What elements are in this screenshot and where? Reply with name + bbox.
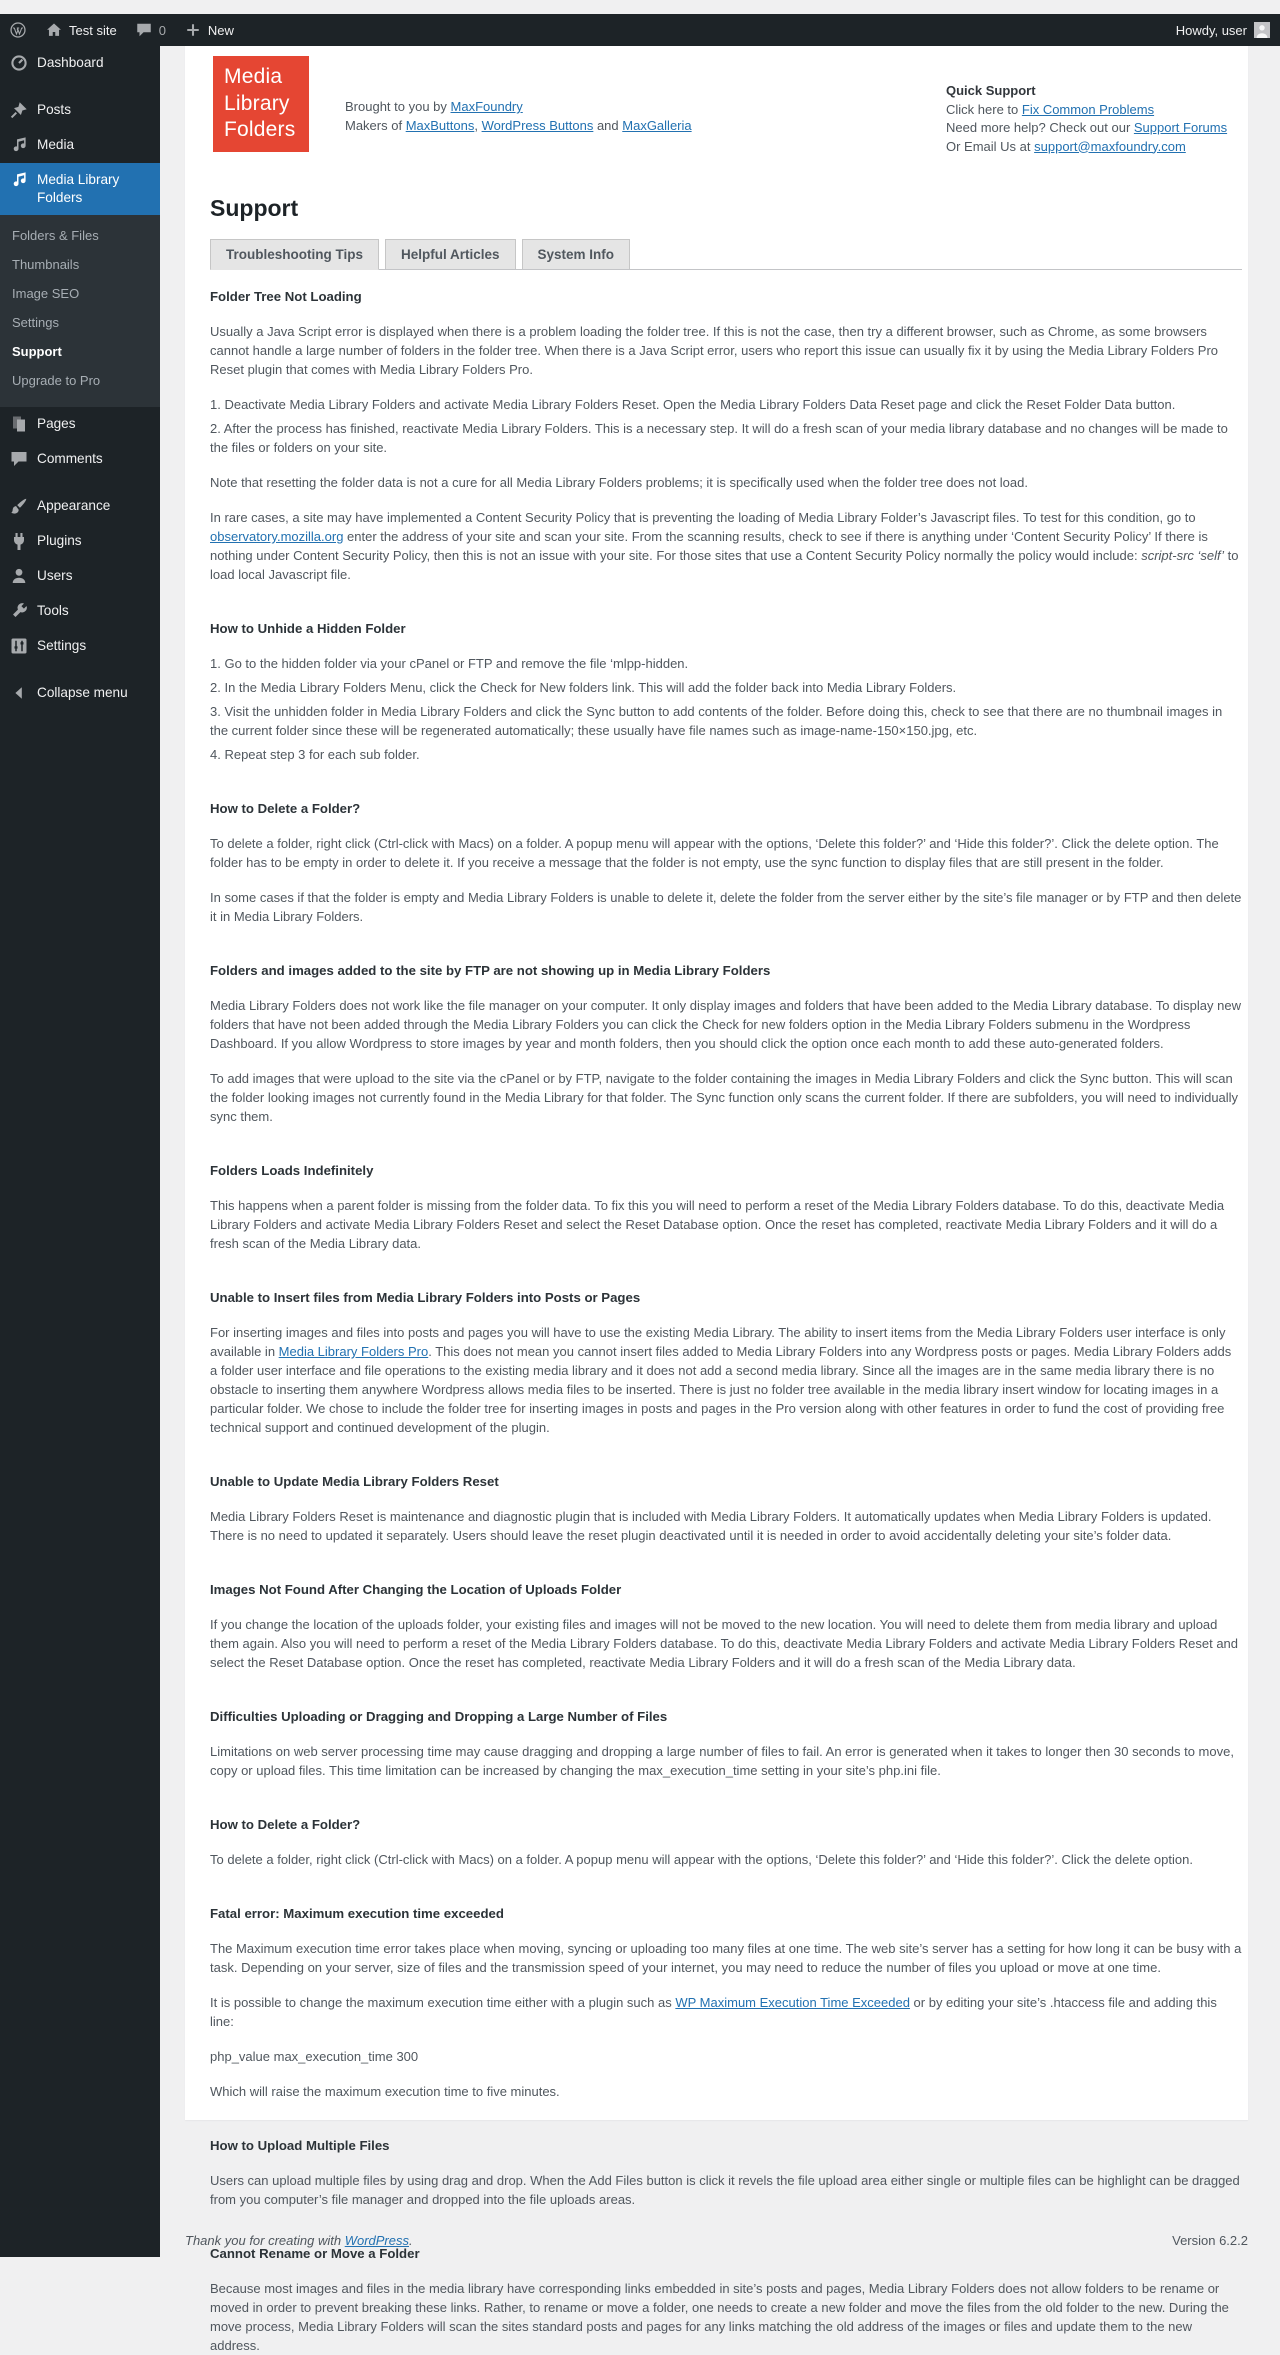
text: and bbox=[593, 118, 623, 133]
sidebar-item-plugins[interactable] bbox=[0, 524, 160, 559]
text: to load local Javascript file. bbox=[210, 548, 1239, 582]
comments-button[interactable] bbox=[126, 14, 175, 46]
text: 1. Go to the hidden folder via your cPanel or FTP and remove the file ‘mlpp-hidden. bbox=[210, 656, 689, 671]
tab-system-info[interactable]: System Info bbox=[522, 239, 631, 269]
section-paragraph bbox=[210, 2171, 1242, 2209]
text: 2. After the process has finished, reactivate Media Library Folders. This is a necessary step. It will do a fresh scan of your media library database and no changes will be made to the files or folders on your site. bbox=[210, 421, 1228, 455]
submenu-item-support[interactable]: Support bbox=[12, 344, 62, 359]
sidebar-submenu bbox=[0, 215, 160, 407]
new-content-button[interactable] bbox=[175, 14, 243, 46]
text: In some cases if that the folder is empty and Media Library Folders is unable to delete it, delete the folder from the server either by the site’s file manager or by FTP and then delete it in Media Library Folders. bbox=[210, 890, 1242, 924]
text-link[interactable]: WordPress Buttons bbox=[481, 118, 594, 133]
logo-line: Library bbox=[224, 91, 290, 115]
submenu-item-image-seo[interactable]: Image SEO bbox=[12, 286, 80, 301]
wordpress-logo-icon bbox=[9, 21, 27, 39]
comments-icon bbox=[9, 449, 29, 469]
text: Which will raise the maximum execution time to five minutes. bbox=[210, 2084, 560, 2099]
sidebar-item-dashboard[interactable] bbox=[0, 46, 160, 81]
dashboard-icon bbox=[9, 53, 29, 73]
page-title: Support bbox=[210, 195, 299, 221]
text-link[interactable]: WordPress bbox=[344, 2233, 409, 2248]
section-paragraph bbox=[210, 996, 1242, 1053]
text: , bbox=[474, 118, 482, 133]
text-link[interactable]: WP Maximum Execution Time Exceeded bbox=[675, 1995, 910, 2010]
section-heading: How to Upload Multiple Files bbox=[210, 2138, 390, 2153]
quick-support-line bbox=[946, 138, 1242, 157]
section-paragraph bbox=[210, 702, 1242, 740]
text: Usually a Java Script error is displayed when there is a problem loading the folder tree. If this is not the case, then try a different browser, such as Chrome, as some browsers cannot handle a large number of folders in the folder tree. When there is a Java Script error, users who report this issue can usually fix it by using the Media Library Folders Pro Reset plugin that comes with Media Library Folders Pro. bbox=[210, 324, 1219, 377]
byline-brought bbox=[345, 97, 692, 116]
section-heading: How to Unhide a Hidden Folder bbox=[210, 621, 406, 636]
appearance-icon bbox=[9, 496, 29, 516]
users-icon bbox=[9, 566, 29, 586]
submenu-item-thumbnails[interactable]: Thumbnails bbox=[12, 257, 80, 272]
section-paragraph bbox=[210, 508, 1242, 584]
text: enter the address of your site and scan your site. From the scanning results, check to see if there is anything under ‘Content Security Policy’ If there is nothing under Content Security Policy, then this is not an issue with your site. For those sites that use a Content Security Policy normally the policy would include: bbox=[210, 529, 1208, 563]
text: Need more help? Check out our bbox=[946, 120, 1134, 135]
tabs-row bbox=[210, 239, 1242, 270]
section-heading: How to Delete a Folder? bbox=[210, 801, 361, 816]
text: For inserting images and files into posts and pages you will have to use the existing Media Library. The ability to insert items from the Media Library Folders user interface is only available in bbox=[210, 1325, 1226, 1359]
sidebar-item-label: Media bbox=[37, 137, 75, 152]
section-heading: Difficulties Uploading or Dragging and Dropping a Large Number of Files bbox=[210, 1709, 668, 1724]
text: To add images that were upload to the site via the cPanel or by FTP, navigate to the folder containing the images in Media Library Folders and click the Sync button. This will scan the folder looking images not currently found in the Media Library for that folder. The Sync function only scans the current folder. If there are subfolders, you will need to individually sync them. bbox=[210, 1071, 1239, 1124]
sidebar-item-comments[interactable] bbox=[0, 442, 160, 477]
section-paragraph bbox=[210, 322, 1242, 379]
section-heading: Unable to Update Media Library Folders Reset bbox=[210, 1474, 499, 1489]
text-link[interactable]: Fix Common Problems bbox=[1021, 101, 1155, 117]
section-paragraph bbox=[210, 1993, 1242, 2031]
avatar bbox=[1254, 22, 1270, 38]
text: Media Library Folders does not work like the file manager on your computer. It only display images and folders that have been added to the Media Library database. To display new folders that have not been added through the Media Library Folders you can click the Check for new folders option in the Media Library Folders submenu in the Wordpress Dashboard. If you allow Wordpress to store images by year and month folders, then you should click the option once each month to add these auto-generated folders. bbox=[210, 998, 1241, 1051]
text: Makers of bbox=[345, 118, 406, 133]
logo-line: Folders bbox=[224, 118, 296, 141]
footer-version: Version 6.2.2 bbox=[1172, 2233, 1248, 2248]
submenu-item-settings[interactable]: Settings bbox=[12, 315, 59, 330]
emphasis-text: script-src ‘self’ bbox=[1141, 548, 1225, 563]
sidebar-item-tools[interactable] bbox=[0, 594, 160, 629]
text: In rare cases, a site may have implemented a Content Security Policy that is preventing the loading of Media Library Folder’s Javascript files. To test for this condition, go to bbox=[210, 510, 1196, 525]
plugin-logo bbox=[213, 56, 309, 152]
section-heading: Cannot Rename or Move a Folder bbox=[210, 2246, 420, 2261]
text: Or Email Us at bbox=[946, 138, 1035, 154]
text: 4. Repeat step 3 for each sub folder. bbox=[210, 747, 420, 762]
plugin-header bbox=[210, 56, 1242, 156]
plugins-icon bbox=[9, 531, 29, 551]
text: If you change the location of the uploads folder, your existing files and images will not be moved to the new location. You will need to delete them from media library and upload them again. Also you will need to perform a reset of the Media Library Folders database. To do this, deactivate Media Library Folders and activate Media Library Folders Reset and select the Reset Database option. Once the reset has completed, reactivate Media Library Folders and it will do a fresh scan of the Media Library data. bbox=[210, 1617, 1239, 1670]
sidebar-item-users[interactable] bbox=[0, 559, 160, 594]
text: Because most images and files in the media library have corresponding links embedded in site’s posts and pages, Media Library Folders does not allow folders to be rename or moved in order to prevent breaking these links. Rather, to rename or move a folder, one needs to create a new folder and move the files from the old folder to the new. During the move process, Media Library Folders will scan the sites standard posts and pages for any links matching the old address of the images or files and update them to the new address. bbox=[210, 2281, 1229, 2353]
sidebar-item-media[interactable] bbox=[0, 128, 160, 163]
quick-support-line bbox=[946, 101, 1242, 120]
text: Click here to bbox=[946, 101, 1022, 117]
site-name: Test site bbox=[69, 22, 117, 38]
media-folders-icon bbox=[9, 170, 29, 190]
text: 3. Visit the unhidden folder in Media Library Folders and click the Sync button to add contents of the folder. Before doing this, check to see that there are no thumbnail images in the current folder since these will be regenerated automatically; these usually have file names such as image-name-150×150.jpg, etc. bbox=[210, 704, 1223, 738]
text-link[interactable]: MaxButtons bbox=[405, 118, 475, 133]
text-link[interactable]: MaxFoundry bbox=[450, 99, 523, 114]
text: Note that resetting the folder data is not a cure for all Media Library Folders problems; it is specifically used when the folder tree does not load. bbox=[210, 475, 1028, 490]
text: Users can upload multiple files by using drag and drop. When the Add Files button is click it revels the file upload area either single or multiple files can be highlight can be dragged from you computer’s file manager and dropped into the file uploads areas. bbox=[210, 2173, 1240, 2207]
collapse-icon bbox=[9, 683, 29, 703]
sidebar-item-settings[interactable] bbox=[0, 629, 160, 664]
text: It is possible to change the maximum execution time either with a plugin such as bbox=[210, 1995, 676, 2010]
quick-support-title: Quick Support bbox=[946, 83, 1036, 98]
text: The Maximum execution time error takes place when moving, syncing or uploading too many files at one time. The web site’s server has a setting for how long it can be busy with a task. Depending on your server, size of files and the transmission speed of your internet, you may need to reduce the number of files you upload or move at one time. bbox=[210, 1941, 1242, 1975]
section-heading: How to Delete a Folder? bbox=[210, 1817, 361, 1832]
submenu-item-upgrade-to-pro[interactable]: Upgrade to Pro bbox=[12, 373, 101, 388]
plus-icon bbox=[184, 21, 202, 39]
text-link[interactable]: observatory.mozilla.org bbox=[210, 529, 344, 544]
text: Thank you for creating with bbox=[185, 2233, 345, 2248]
sidebar-item-label: Appearance bbox=[37, 498, 111, 513]
section-paragraph bbox=[210, 888, 1242, 926]
section-paragraph bbox=[210, 1742, 1242, 1780]
section-heading: Fatal error: Maximum execution time exceeded bbox=[210, 1906, 504, 1921]
text: Media Library Folders Reset is maintenance and diagnostic plugin that is included with Media Library Folders. It automatically updates when Media Library Folders is updated. There is no need to updated it separately. Users should leave the reset plugin deactivated until it is needed in order to avoid accidentally deleting your site’s folder data. bbox=[210, 1509, 1212, 1543]
section-heading: Folders Loads Indefinitely bbox=[210, 1163, 374, 1178]
sidebar-item-media-library-folders[interactable] bbox=[0, 163, 160, 215]
text: Brought to you by bbox=[345, 99, 451, 114]
settings-icon bbox=[9, 636, 29, 656]
new-label: New bbox=[207, 22, 234, 38]
troubleshooting-sections bbox=[210, 288, 1242, 2355]
media-icon bbox=[9, 135, 29, 155]
text: Limitations on web server processing time may cause dragging and dropping a large number of files to fail. An error is generated when it takes to longer then 30 seconds to move, copy or upload files. This time limitation can be increased by changing the max_execution_time setting in your site’s php.ini file. bbox=[210, 1744, 1234, 1778]
sidebar-item-label: Collapse menu bbox=[37, 685, 128, 700]
section-paragraph bbox=[210, 395, 1242, 414]
my-account-button[interactable] bbox=[1167, 14, 1280, 46]
section-paragraph bbox=[210, 2082, 1242, 2101]
section-paragraph bbox=[210, 1850, 1242, 1869]
admin-bar bbox=[0, 14, 1280, 46]
posts-icon bbox=[9, 100, 29, 120]
sidebar-item-label: Dashboard bbox=[37, 55, 104, 70]
section-heading: Images Not Found After Changing the Location of Uploads Folder bbox=[210, 1582, 622, 1597]
comment-bubble-icon bbox=[135, 21, 153, 39]
text-link[interactable]: support@maxfoundry.com bbox=[1034, 138, 1186, 154]
sidebar-item-appearance[interactable] bbox=[0, 489, 160, 524]
text: php_value max_execution_time 300 bbox=[210, 2049, 419, 2064]
section-paragraph bbox=[210, 678, 1242, 697]
section-paragraph bbox=[210, 834, 1242, 872]
text: 2. In the Media Library Folders Menu, click the Check for New folders link. This will add the folder back into Media Library Folders. bbox=[210, 680, 957, 695]
tools-icon bbox=[9, 601, 29, 621]
sidebar-item-label: Settings bbox=[37, 638, 87, 653]
submenu-item-folders-files[interactable]: Folders & Files bbox=[12, 228, 99, 243]
byline-makers bbox=[345, 116, 692, 135]
text: To delete a folder, right click (Ctrl-click with Macs) on a folder. A popup menu will appear with the options, ‘Delete this folder?’ and ‘Hide this folder?’. Click the delete option. The folder has to be empty in order to delete it. If you receive a message that the folder is not empty, use the sync function to display files that are still present in the folder. bbox=[210, 836, 1219, 870]
section-paragraph bbox=[210, 2047, 1242, 2066]
text: . This does not mean you cannot insert files added to Media Library Folders into any Wordpress posts or pages. Media Library Folders adds a folder user interface and file operations to the existing media library and it does not add a second media library. Since all the images are in the same media library there is no obstacle to inserting them anywhere Wordpress allows media files to be inserted. There is just no folder tree available in the media library insert window for locating images in a particular folder. We chose to include the folder tree for inserting images in posts and pages in the Pro version along with other features in order to fund the cost of providing free technical support and continued development of the plugin. bbox=[210, 1344, 1232, 1435]
section-heading: Folder Tree Not Loading bbox=[210, 289, 362, 304]
section-paragraph bbox=[210, 1323, 1242, 1437]
text-link[interactable]: Media Library Folders Pro bbox=[278, 1344, 429, 1359]
sidebar-item-posts[interactable] bbox=[0, 93, 160, 128]
sidebar-item-label: Posts bbox=[37, 102, 71, 117]
section-heading: Unable to Insert files from Media Library Folders into Posts or Pages bbox=[210, 1290, 641, 1305]
quick-support bbox=[946, 56, 1242, 156]
section-paragraph bbox=[210, 1069, 1242, 1126]
pages-icon bbox=[9, 414, 29, 434]
admin-footer bbox=[185, 2233, 1248, 2248]
sidebar-item-label: Media Library Folders bbox=[37, 172, 120, 205]
sidebar-item-label: Comments bbox=[37, 451, 103, 466]
sidebar-item-label: Users bbox=[37, 568, 73, 583]
howdy-text: Howdy, user bbox=[1175, 22, 1247, 38]
section-paragraph bbox=[210, 1507, 1242, 1545]
section-paragraph bbox=[210, 1939, 1242, 1977]
text: . bbox=[409, 2233, 413, 2248]
admin-menu bbox=[0, 46, 160, 2257]
text-link[interactable]: Support Forums bbox=[1133, 120, 1228, 135]
sidebar-item-pages[interactable] bbox=[0, 407, 160, 442]
text: or by editing your site’s .htaccess file and adding this line: bbox=[210, 1995, 1217, 2029]
section-paragraph bbox=[210, 419, 1242, 457]
quick-support-line bbox=[946, 119, 1242, 138]
text: 1. Deactivate Media Library Folders and activate Media Library Folders Reset. Open the Media Library Folders Data Reset page and click the Reset Folder Data button. bbox=[210, 397, 1176, 412]
sidebar-item-label: Plugins bbox=[37, 533, 82, 548]
tab-troubleshooting-tips[interactable]: Troubleshooting Tips bbox=[210, 239, 379, 270]
logo-line: Media bbox=[224, 65, 283, 88]
section-paragraph bbox=[210, 2279, 1242, 2355]
text: This happens when a parent folder is missing from the folder data. To fix this you will need to perform a reset of the Media Library Folders database. To do this, deactivate Media Library Folders and activate Media Library Folders Reset and select the Reset Database option. Once the reset has completed, reactivate Media Library Folders and it will do a fresh scan of the Media Library data. bbox=[210, 1198, 1225, 1251]
sidebar-item-collapse-menu[interactable] bbox=[0, 676, 160, 711]
section-paragraph bbox=[210, 473, 1242, 492]
section-heading: Folders and images added to the site by FTP are not showing up in Media Library Folders bbox=[210, 963, 771, 978]
section-paragraph bbox=[210, 1196, 1242, 1253]
wp-logo-button[interactable] bbox=[0, 14, 36, 46]
sidebar-item-label: Tools bbox=[37, 603, 69, 618]
byline bbox=[345, 56, 692, 135]
home-icon bbox=[45, 21, 63, 39]
tab-helpful-articles[interactable]: Helpful Articles bbox=[385, 239, 516, 269]
text-link[interactable]: MaxGalleria bbox=[622, 118, 692, 133]
text: To delete a folder, right click (Ctrl-click with Macs) on a folder. A popup menu will appear with the options, ‘Delete this folder?’ and ‘Hide this folder?’. Click the delete option. bbox=[210, 1852, 1193, 1867]
footer-thanks bbox=[185, 2233, 413, 2248]
section-paragraph bbox=[210, 654, 1242, 673]
sidebar-item-label: Pages bbox=[37, 416, 76, 431]
comment-count: 0 bbox=[158, 22, 166, 38]
section-paragraph bbox=[210, 745, 1242, 764]
section-paragraph bbox=[210, 1615, 1242, 1672]
site-name-button[interactable] bbox=[36, 14, 126, 46]
